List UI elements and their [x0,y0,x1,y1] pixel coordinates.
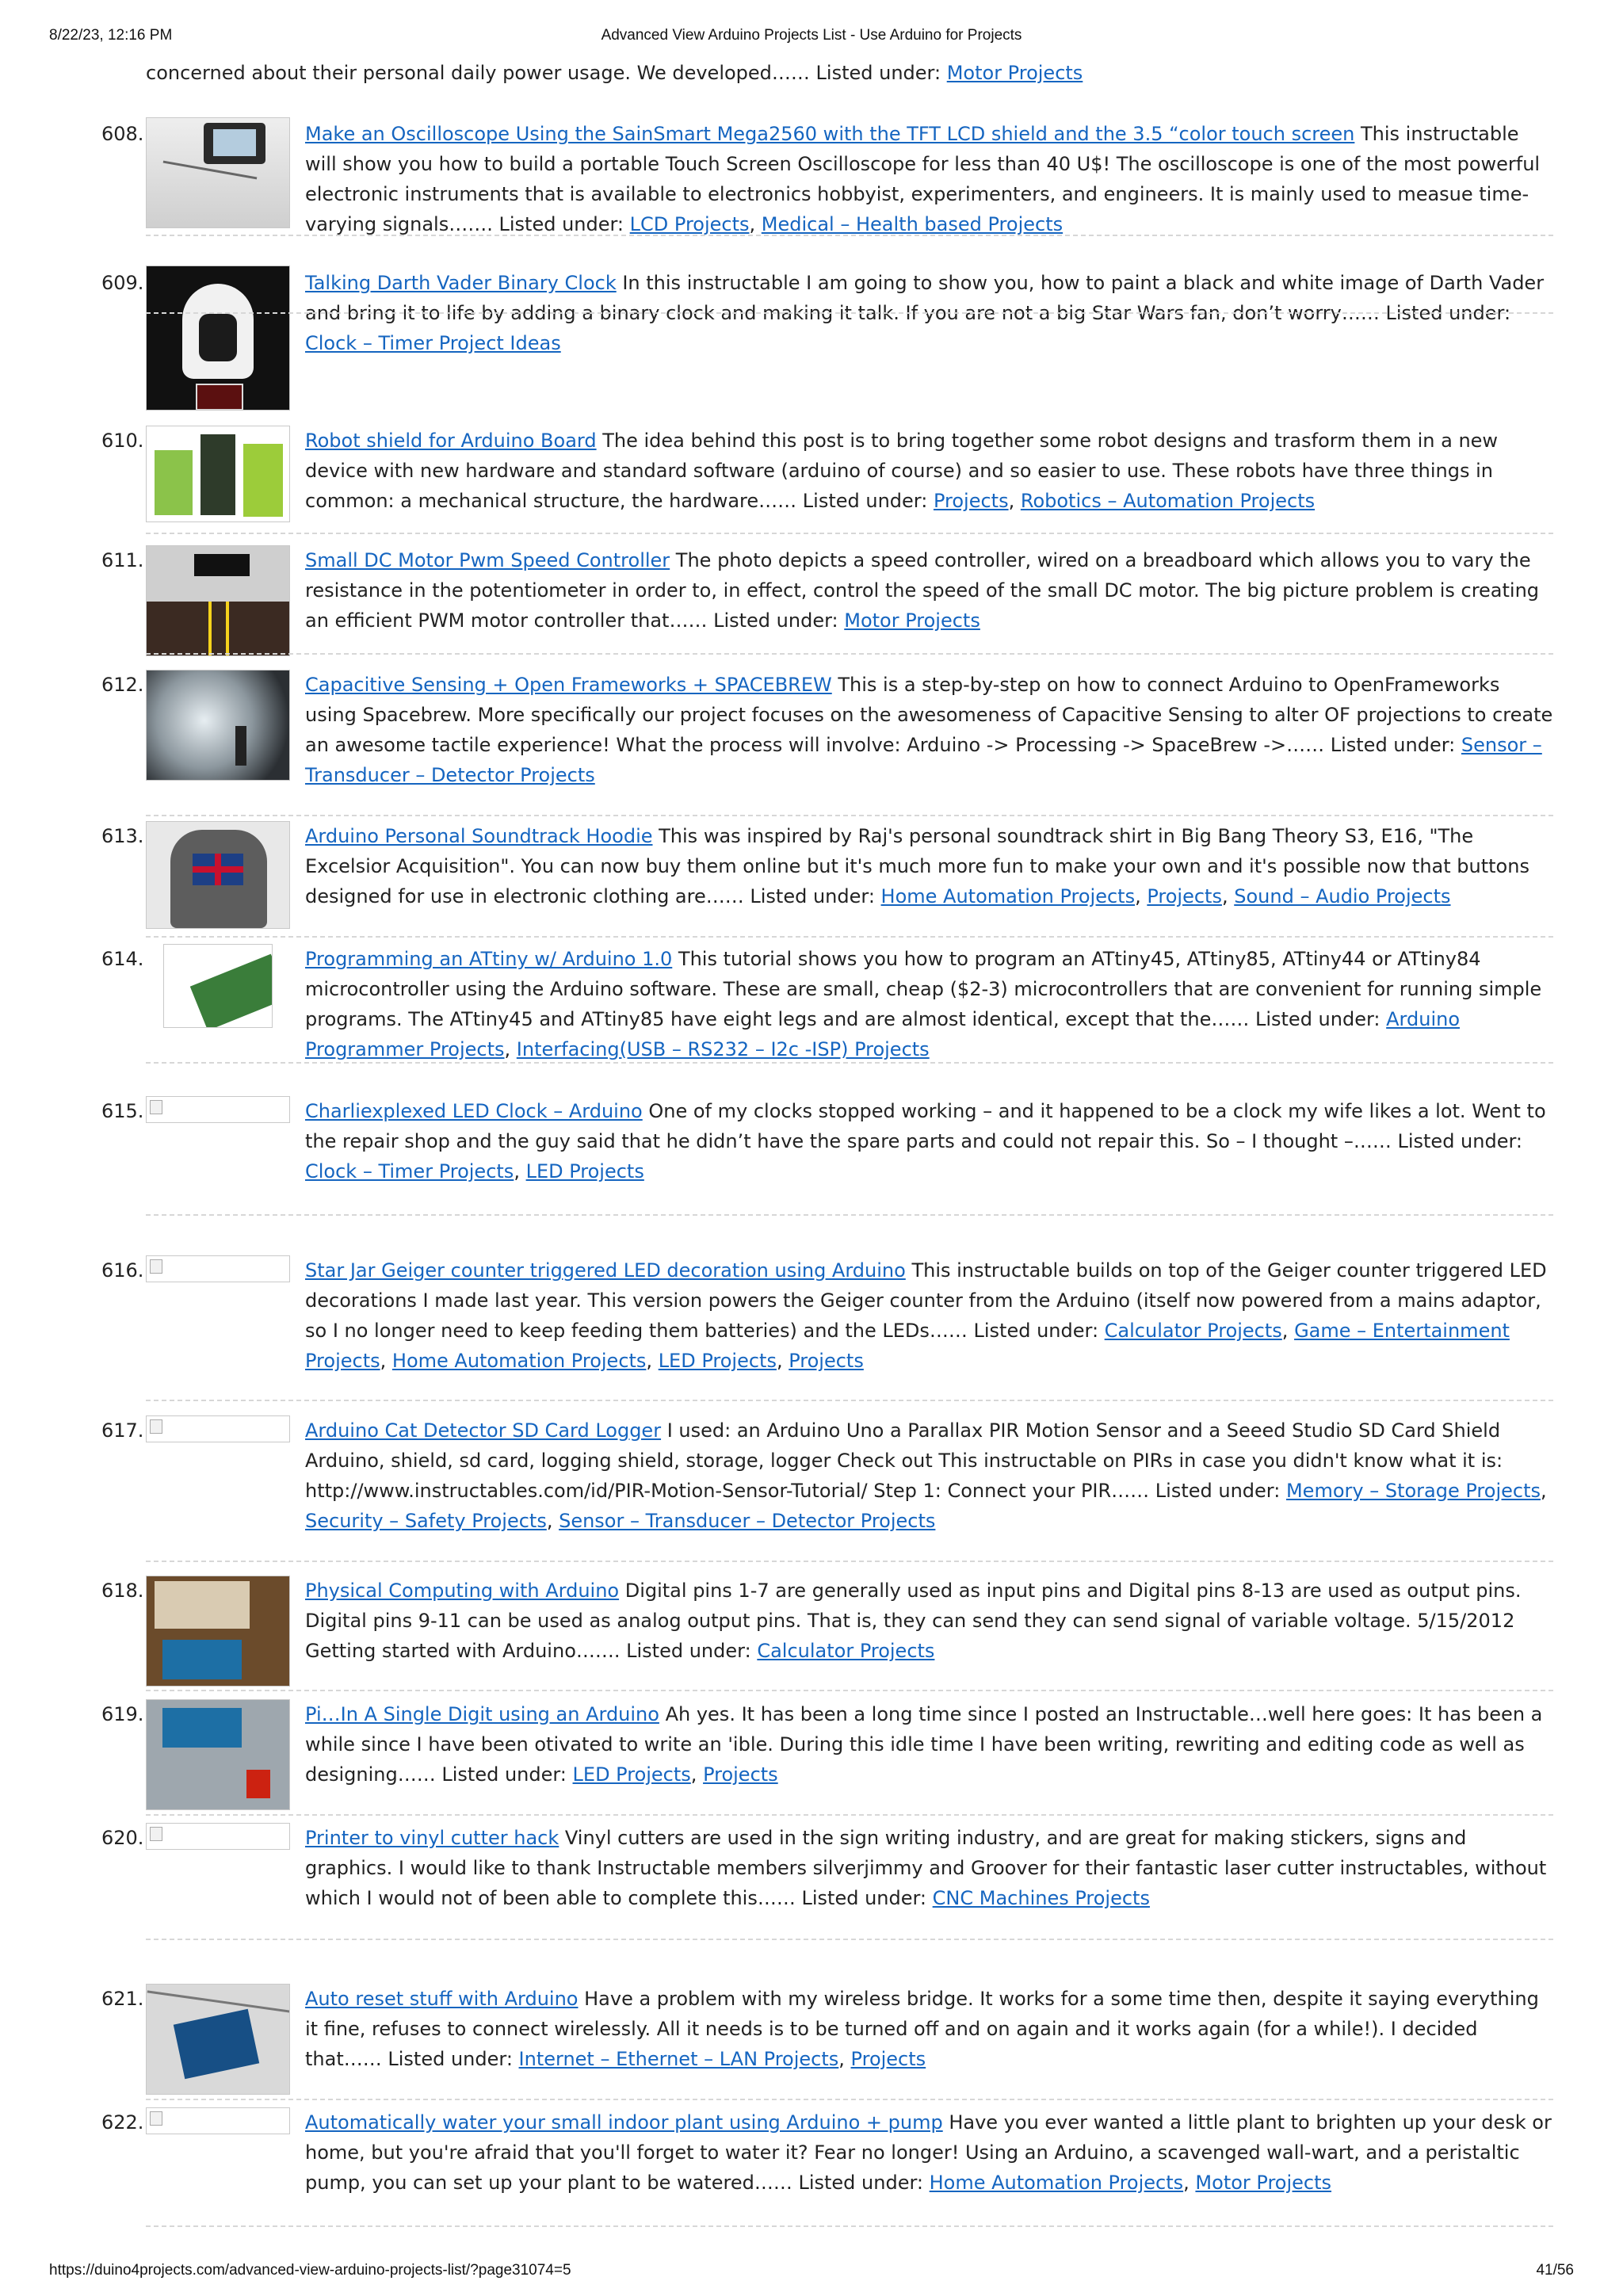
entry-number: 620. [101,1827,144,1849]
listed-under-label: Listed under: [798,2172,930,2194]
project-description: This was inspired by Raj's personal soundtrack shirt in Big Bang Theory S3, E16, "The Excelsior Acquisition". You can now buy them online but it's much more fun to make your own and it's possible now that buttons designed for use in electronic clothing are…… [305,825,1529,907]
project-title-link[interactable]: Auto reset stuff with Arduino [305,1988,579,2010]
project-title-link[interactable]: Arduino Cat Detector SD Card Logger [305,1419,662,1442]
listed-under-label: Listed under: [441,1763,573,1786]
print-footer [49,2262,1574,2286]
project-description: One of my clocks stopped working – and it happened to be a clock my wife likes a lot. Went to the repair shop and the guy said that he didn’t have the spare parts and could not repair this. So – I thought –…… [305,1100,1546,1152]
entry-text: Arduino Personal Soundtrack Hoodie This was inspired by Raj's personal soundtrack shirt in Big Bang Theory S3, E16, "The Excelsior Acquisition". You can now buy them online but it's much more fun to make your own and it's possible now that buttons designed for use in electronic clothing are…… Listed under: Home Automation Projects, Projects, Sound – Audio Projects [305,825,1529,907]
entry-divider [146,653,1553,655]
entry-text [305,670,1553,790]
project-description: Ah yes. It has been a long time since I posted an Instructable…well here goes: It has been a while since I have been otivated to write an 'ible. During this idle time I have been writing, rewriting and editing code as well as designing…… [305,1703,1543,1786]
category-link[interactable]: Medical – Health based Projects [761,213,1064,235]
project-thumbnail[interactable] [146,1984,290,2095]
project-thumbnail[interactable] [146,545,290,656]
project-title-link[interactable]: Talking Darth Vader Binary Clock [305,272,617,294]
project-thumbnail[interactable] [146,266,290,411]
entry-number: 617. [101,1419,144,1442]
intro-text: concerned about their personal daily power usage. We developed…… Listed under: [146,62,947,84]
entry-divider [146,533,1553,534]
project-title-link[interactable]: Arduino Personal Soundtrack Hoodie [305,825,653,847]
project-title-link[interactable]: Make an Oscilloscope Using the SainSmart Mega2560 with the TFT LCD shield and the 3.5 “color touch screen [305,123,1355,145]
entry-divider [146,1814,1553,1816]
category-link[interactable]: Projects [850,2048,926,2070]
project-thumbnail[interactable] [146,670,290,781]
project-description: This instructable will show you how to build a portable Touch Screen Oscilloscope for less than 40 U$! The oscilloscope is one of the most powerful electronic instruments that is available to electronics hobbyist, experimenters, and engineers. It is mainly used to measue time-varying signals……. [305,123,1541,235]
entry-number: 614. [101,948,144,970]
category-link[interactable]: CNC Machines Projects [932,1887,1150,1909]
category-link[interactable]: Home Automation Projects [391,1350,647,1372]
category-link[interactable]: LED Projects [658,1350,777,1372]
listed-under-label: Listed under: [1330,734,1461,756]
category-link[interactable]: Memory – Storage Projects [1285,1480,1541,1502]
entry-divider [146,1939,1553,1940]
project-title-link[interactable]: Star Jar Geiger counter triggered LED decoration using Arduino [305,1259,906,1282]
category-link[interactable]: Motor Projects [844,609,980,632]
listed-under-label: Listed under: [626,1640,758,1662]
project-title-link[interactable]: Pi…In A Single Digit using an Arduino [305,1703,659,1725]
entry-text: Make an Oscilloscope Using the SainSmart Mega2560 with the TFT LCD shield and the 3.5 “color touch screen This instructable will show you how to build a portable Touch Screen Oscilloscope for less than 40 U$! The oscilloscope is one of the most powerful electronic instruments that is available to electronics hobbyist, experimenters, and engineers. It is mainly used to measue time-varying signals……. Listed under: LCD Projects, Medical – Health based Projects [305,123,1541,235]
intro-paragraph [146,58,1552,88]
print-header [49,27,1574,51]
project-description: Vinyl cutters are used in the sign writing industry, and are great for making stickers, signs and graphics. I would like to thank Instructable members silverjimmy and Groover for their fantastic laser cutter instructables, without which I would not of been able to complete this…… [305,1827,1547,1909]
project-title-link[interactable]: Robot shield for Arduino Board [305,430,597,452]
broken-image-icon[interactable] [146,1096,290,1123]
entry-text: Charliexplexed LED Clock – Arduino One of my clocks stopped working – and it happened to be a clock my wife likes a lot. Went to the repair shop and the guy said that he didn’t have the spare parts and could not repair this. So – I thought –…… Listed under: Clock – Timer Projects, LED Projects [305,1100,1546,1182]
entry-text [305,545,1553,636]
project-thumbnail[interactable] [146,1576,290,1687]
category-link[interactable]: Internet – Ethernet – LAN Projects [518,2048,839,2070]
project-description: This tutorial shows you how to program an ATtiny45, ATtiny85, ATtiny44 or ATtiny84 microcontroller using the Arduino software. These are small, cheap ($2-3) microcontrollers that are convenient for running simple programs. The ATtiny45 and ATtiny85 have eight legs and are almost identical, except that the…… [305,948,1542,1030]
print-page-number: 41/56 [1536,2262,1574,2279]
entry-divider [146,1690,1553,1691]
category-link[interactable]: Home Automation Projects [929,2172,1184,2194]
project-description: The idea behind this post is to bring together some robot designs and trasform them in a new device with new hardware and standard software (arduino of course) and so easier to use. These robots have three things in common: a mechanical structure, the hardware…… [305,430,1499,512]
broken-image-icon[interactable] [146,1415,290,1442]
category-link[interactable]: Sensor – Transducer – Detector Projects [305,734,1542,786]
entry-divider [146,1062,1553,1064]
category-link[interactable]: LED Projects [572,1763,691,1786]
listed-under-label: Listed under: [1397,1130,1523,1152]
entry-divider [146,2225,1553,2227]
entry-number: 619. [101,1703,144,1725]
category-link[interactable]: Arduino Programmer Projects [305,1008,1461,1060]
category-link[interactable]: Sound – Audio Projects [1234,885,1451,907]
category-link[interactable]: Sensor – Transducer – Detector Projects [559,1510,936,1532]
entry-number: 610. [101,430,144,452]
listed-under-label: Listed under: [801,1887,933,1909]
print-datetime: 8/22/23, 12:16 PM [49,27,173,44]
entry-number: 612. [101,674,144,696]
project-title-link[interactable]: Charliexplexed LED Clock – Arduino [305,1100,643,1122]
listed-under-label: Listed under: [388,2048,519,2070]
entry-text: Automatically water your small indoor plant using Arduino + pump Have you ever wanted a little plant to brighten up your desk or home, but you're afraid that you'll forget to water it? Fear no longer! Using an Arduino, a scavenged wall-wart, and a peristaltic pump, you can set up your plant to be watered…… Listed under: Home Automation Projects, Motor Projects [305,2111,1552,2194]
project-description: I used: an Arduino Uno a Parallax PIR Motion Sensor and a Seeed Studio SD Card Shield Arduino, shield, sd card, logging shield, storage, logger Check out This instructable on PIRs in case you didn't know what it is: http://www.instructables.com/id/PIR-Motion-Sensor-Tutorial/ Step 1: Connect your PIR…… [305,1419,1503,1502]
project-description: Have you ever wanted a little plant to brighten up your desk or home, but you're afraid that you'll forget to water it? Fear no longer! Using an Arduino, a scavenged wall-wart, and a peristaltic pump, you can set up your plant to be watered…… [305,2111,1552,2194]
entry-divider [146,1561,1553,1562]
project-description: The photo depicts a speed controller, wired on a breadboard which allows you to vary the resistance in the potentiometer in order to, in effect, control the speed of the small DC motor. The big picture problem is creating an efficient PWM motor controller that…… [305,549,1540,632]
category-link[interactable]: Robotics – Automation Projects [1020,490,1316,512]
category-link[interactable]: Game – Entertainment Projects [305,1320,1510,1372]
category-link[interactable]: Clock – Timer Project Ideas [305,332,561,354]
project-thumbnail[interactable] [146,1699,290,1810]
entry-number: 618. [101,1580,144,1602]
entry-divider [146,815,1553,816]
entry-divider [146,312,1553,314]
entry-number: 611. [101,549,144,571]
entry-number: 608. [101,123,144,145]
intro-category-link[interactable]: Motor Projects [946,62,1083,84]
entry-text: Star Jar Geiger counter triggered LED decoration using Arduino This instructable builds on top of the Geiger counter triggered LED decorations I made last year. This version powers the Geiger counter from the Arduino (itself now powered from a mains adaptor, so I no longer need to keep feeding them batteries) and the LEDs…… Listed under: Calculator Projects, Game – Entertainment Projects, Home Automation Projects, LED Projects, Projects [305,1259,1547,1372]
entry-text: Auto reset stuff with Arduino Have a problem with my wireless bridge. It works for a some time then, despite it saying everything it fine, refuses to connect wirelessly. All it needs is to be turned off and on again and it works again (for a while!). I decided that…… Listed under: Internet – Ethernet – LAN Projects, Projects [305,1988,1539,2070]
project-title-link[interactable]: Small DC Motor Pwm Speed Controller [305,549,670,571]
listed-under-label: Listed under: [1254,1008,1387,1030]
entry-number: 609. [101,272,144,294]
entry-number: 621. [101,1988,144,2010]
project-thumbnail[interactable] [163,944,273,1028]
listed-under-label: Listed under: [713,609,845,632]
project-title-link[interactable]: Printer to vinyl cutter hack [305,1827,559,1849]
broken-image-icon[interactable] [146,2107,290,2134]
category-link[interactable]: Projects [789,1350,864,1372]
entry-text: Robot shield for Arduino Board The idea behind this post is to bring together some robot designs and trasform them in a new device with new hardware and standard software (arduino of course) and so easier to use. These robots have three things in common: a mechanical structure, the hardware…… Listed under: Projects, Robotics – Automation Projects [305,430,1499,512]
listed-under-label: Listed under: [802,490,934,512]
project-thumbnail[interactable] [146,821,290,929]
category-link[interactable]: Calculator Projects [1104,1320,1282,1342]
project-thumbnail[interactable] [146,117,290,228]
project-description: This is a step-by-step on how to connect Arduino to OpenFrameworks using Spacebrew. More specifically our project focuses on the awesomeness of Capacitive Sensing to alter OF projections to create an awesome tactile experience! What the process will involve: Arduino -> Processing -> SpaceBrew ->…… [305,674,1553,756]
project-title-link[interactable]: Programming an ATtiny w/ Arduino 1.0 [305,948,673,970]
entry-number: 616. [101,1259,144,1282]
entry-divider [146,936,1553,938]
entry-text [305,1823,1553,1913]
category-link[interactable]: Projects [703,1763,778,1786]
category-link[interactable]: Projects [1147,885,1222,907]
listed-under-label: Listed under: [1385,302,1511,324]
project-description: Have a problem with my wireless bridge. It works for a some time then, despite it saying everything it fine, refuses to connect wirelessly. All it needs is to be turned off and on again and it works again (for a while!). I decided that…… [305,1988,1539,2070]
category-link[interactable]: Home Automation Projects [880,885,1136,907]
category-link[interactable]: Security – Safety Projects [305,1510,547,1532]
entry-divider [146,1400,1553,1401]
print-page-title: Advanced View Arduino Projects List - Use Arduino for Projects [601,27,1022,44]
entry-text: Programming an ATtiny w/ Arduino 1.0 This tutorial shows you how to program an ATtiny45, ATtiny85, ATtiny44 or ATtiny84 microcontroller using the Arduino software. These are small, cheap ($2-3) microcontrollers that are convenient for running simple programs. The ATtiny45 and ATtiny85 have eight legs and are almost identical, except that the…… Listed under: Arduino Programmer Projects, Interfacing(USB – RS232 – I2c -ISP) Projects [305,948,1542,1060]
entry-number: 622. [101,2111,144,2134]
entry-number: 615. [101,1100,144,1122]
listed-under-label: Listed under: [750,885,881,907]
entry-number: 613. [101,825,144,847]
category-link[interactable]: Calculator Projects [757,1640,935,1662]
entry-text: Pi…In A Single Digit using an Arduino Ah yes. It has been a long time since I posted an Instructable…well here goes: It has been a while since I have been otivated to write an 'ible. During this idle time I have been writing, rewriting and editing code as well as designing…… Listed under: LED Projects, Projects [305,1703,1543,1786]
category-link[interactable]: LCD Projects [629,213,750,235]
project-description: In this instructable I am going to show you, how to paint a black and white image of Darth Vader and bring it to life by adding a binary clock and making it talk. If you are not a big Star Wars fan, don’t worry…… [305,272,1545,324]
project-title-link[interactable]: Physical Computing with Arduino [305,1580,620,1602]
listed-under-label: Listed under: [1155,1480,1286,1502]
listed-under-label: Listed under: [498,213,630,235]
category-link[interactable]: Interfacing(USB – RS232 – I2c -ISP) Projects [516,1038,930,1060]
print-url: https://duino4projects.com/advanced-view-arduino-projects-list/?page31074=5 [49,2262,571,2279]
broken-image-icon[interactable] [146,1823,290,1850]
project-thumbnail[interactable] [146,426,290,522]
project-description: Digital pins 1-7 are generally used as input pins and Digital pins 8-13 are used as output pins. Digital pins 9-11 can be used as analog output pins. That is, they can send they can send signal of variable voltage. 5/15/2012 Getting started with Arduino……. [305,1580,1522,1662]
project-title-link[interactable]: Automatically water your small indoor plant using Arduino + pump [305,2111,943,2134]
broken-image-icon[interactable] [146,1255,290,1282]
listed-under-label: Listed under: [973,1320,1105,1342]
category-link[interactable]: Motor Projects [1195,2172,1332,2194]
category-link[interactable]: Projects [933,490,1009,512]
project-description: This instructable builds on top of the Geiger counter triggered LED decorations I made last year. This version powers the Geiger counter from the Arduino (itself now powered from a mains adaptor, so I no longer need to keep feeding them batteries) and the LEDs…… [305,1259,1547,1342]
entry-divider [146,1214,1553,1216]
project-title-link[interactable]: Capacitive Sensing + Open Frameworks + SPACEBREW [305,674,832,696]
entry-divider [146,2099,1553,2100]
category-link[interactable]: Clock – Timer Projects [305,1160,514,1182]
category-link[interactable]: LED Projects [525,1160,644,1182]
entry-divider [146,235,1553,236]
entry-text: Arduino Cat Detector SD Card Logger I used: an Arduino Uno a Parallax PIR Motion Sensor and a Seeed Studio SD Card Shield Arduino, shield, sd card, logging shield, storage, logger Check out This instructable on PIRs in case you didn't know what it is: http://www.instructables.com/id/PIR-Motion-Sensor-Tutorial/ Step 1: Connect your PIR…… Listed under: Memory – Storage Projects, Security – Safety Projects, Sensor – Transducer – Detector Projects [305,1419,1547,1532]
entry-text [305,1576,1553,1666]
